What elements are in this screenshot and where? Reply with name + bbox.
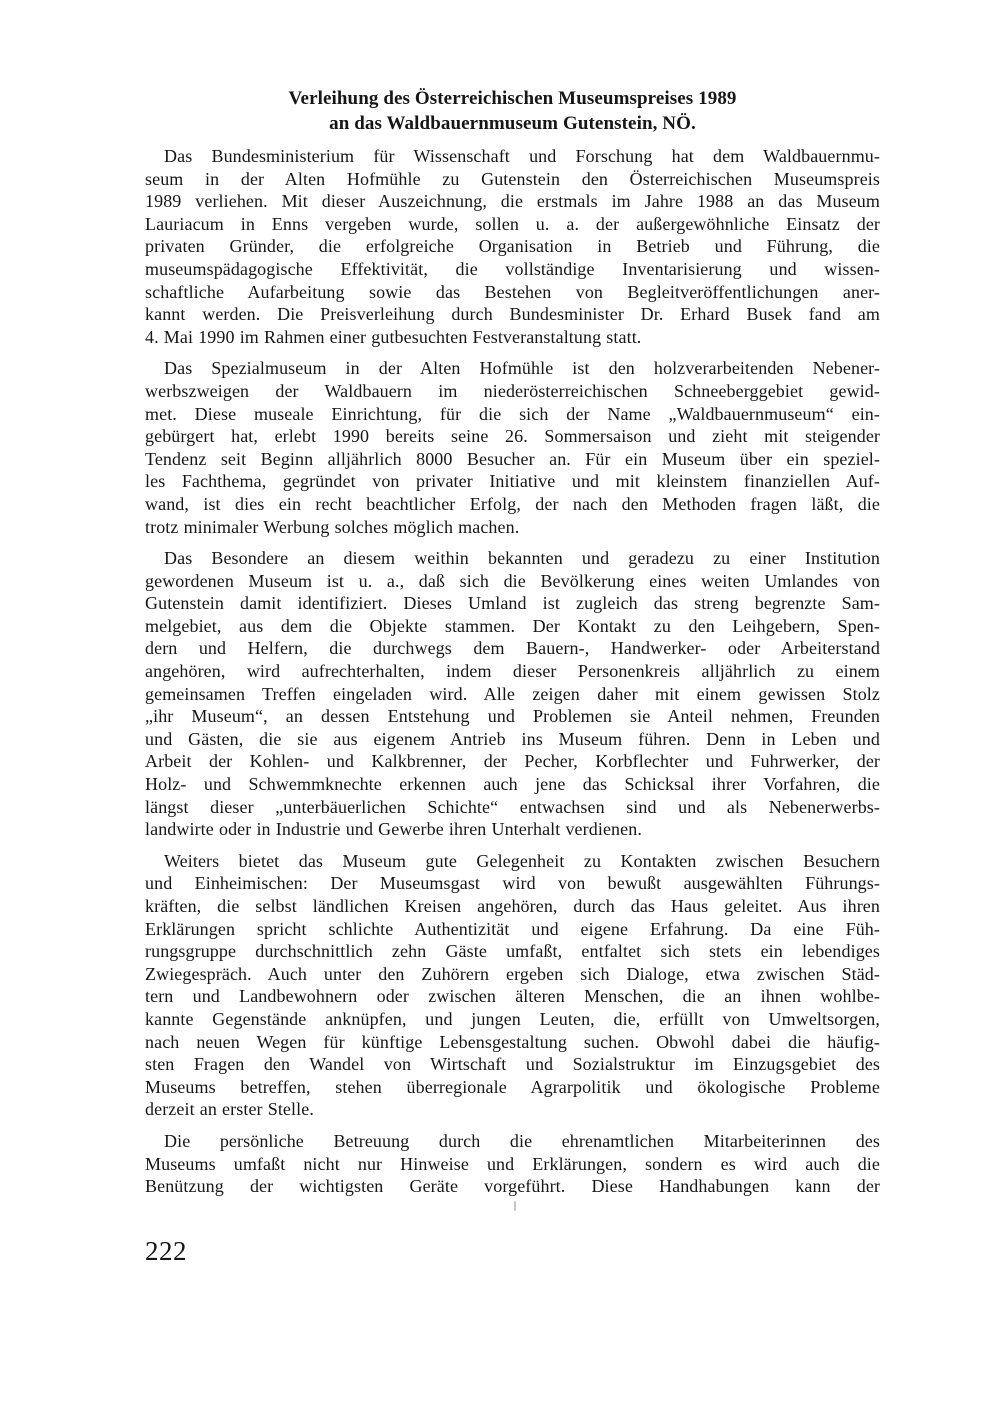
text-line: Das Bundesministerium für Wissenschaft und Forschung hat dem Waldbauernmu-	[164, 146, 880, 166]
text-line: gemeinsamen Treffen eingeladen wird. Alle zeigen daher mit einem gewissen Stolz	[145, 683, 880, 704]
text-line: dern und Helfern, die durchwegs dem Bauern-, Handwerker- oder Arbeiterstand	[145, 638, 880, 659]
text-line: „ihr Museum“, an dessen Entstehung und Problemen sie Anteil nehmen, Freunden	[145, 706, 880, 727]
paragraph	[145, 547, 880, 841]
text-line: gewordenen Museum ist u. a., daß sich die Bevölkerung eines weiten Umlandes von	[145, 570, 880, 591]
text-line: trotz minimaler Werbung solches möglich machen.	[145, 516, 520, 537]
text-line: 1989 verliehen. Mit dieser Auszeichnung, die erstmals im Jahre 1988 an das Museum	[145, 191, 880, 212]
text-line: kannt werden. Die Preisverleihung durch Bundesminister Dr. Erhard Busek fand am	[145, 304, 880, 325]
paragraph	[145, 850, 880, 1121]
text-line: nach neuen Wegen für künftige Lebensgestaltung suchen. Obwohl dabei die häufig-	[145, 1031, 880, 1052]
document-title-line1: Verleihung des Österreichischen Museumspreises 1989	[288, 88, 737, 109]
text-line: längst dieser „unterbäuerlichen Schichte“ entwachsen sind und als Nebenerwerbs-	[145, 796, 880, 817]
document-title-line2: an das Waldbauernmuseum Gutenstein, NÖ.	[329, 113, 696, 134]
text-line: Museums umfaßt nicht nur Hinweise und Erklärungen, sondern es wird auch die	[145, 1153, 880, 1174]
text-line: wand, ist dies ein recht beachtlicher Erfolg, der nach den Methoden fragen läßt, die	[145, 493, 880, 514]
text-line: Das Besondere an diesem weithin bekannten und geradezu zu einer Institution	[164, 548, 880, 569]
text-line: tern und Landbewohnern oder zwischen älteren Menschen, die an ihnen wohlbe-	[145, 986, 880, 1007]
text-line: Zwiegespräch. Auch unter den Zuhörern ergeben sich Dialoge, etwa zwischen Städ-	[145, 963, 880, 984]
text-column	[145, 86, 880, 1198]
text-line: Weiters bietet das Museum gute Gelegenheit zu Kontakten zwischen Besuchern	[164, 850, 880, 871]
text-line: Die persönliche Betreuung durch die ehrenamtlichen Mitarbeiterinnen des	[164, 1130, 880, 1151]
text-line: Gutenstein damit identifiziert. Dieses Umland ist zugleich das streng begrenzte Sam-	[145, 593, 880, 614]
text-line: gebürgert hat, erlebt 1990 bereits seine 26. Sommersaison und zieht mit steigender	[145, 426, 880, 447]
document-title	[145, 86, 880, 136]
text-line: kräften, die selbst ländlichen Kreisen angehören, durch das Haus geleitet. Aus ihren	[145, 896, 880, 916]
text-line: kannte Gegenstände anknüpfen, und jungen Leuten, die, erfüllt von Umweltsorgen,	[145, 1008, 880, 1029]
document-body	[145, 145, 880, 1198]
text-line: landwirte oder in Industrie und Gewerbe ihren Unterhalt verdienen.	[145, 819, 642, 840]
text-line: Tendenz seit Beginn alljährlich 8000 Besucher an. Für ein Museum über ein speziel-	[145, 448, 880, 469]
text-line: schaftliche Aufarbeitung sowie das Bestehen von Begleitveröffentlichungen aner-	[145, 281, 880, 302]
paragraph	[145, 145, 880, 348]
text-line: privaten Gründer, die erfolgreiche Organisation in Betrieb und Führung, die	[145, 236, 880, 257]
scan-artifact-mark	[514, 1201, 516, 1211]
text-line: rungsgruppe durchschnittlich zehn Gäste umfaßt, entfaltet sich stets ein lebendiges	[145, 941, 880, 962]
text-line: und Gästen, die sie aus eigenem Antrieb ins Museum führen. Denn in Leben und	[145, 728, 880, 749]
text-line: Benützung der wichtigsten Geräte vorgeführt. Diese Handhabungen kann der	[145, 1176, 880, 1197]
text-line: sten Fragen den Wandel von Wirtschaft und Sozialstruktur im Einzugsgebiet des	[145, 1054, 880, 1075]
text-line: les Fachthema, gegründet von privater Initiative und mit kleinstem finanziellen Auf-	[145, 471, 880, 492]
text-line: Lauriacum in Enns vergeben wurde, sollen u. a. der außergewöhnliche Einsatz der	[145, 213, 880, 234]
text-line: met. Diese museale Einrichtung, für die sich der Name „Waldbauernmuseum“ ein-	[145, 403, 880, 424]
text-line: Holz- und Schwemmknechte erkennen auch jene das Schicksal ihrer Vorfahren, die	[145, 774, 880, 795]
text-line: werbszweigen der Waldbauern im niederösterreichischen Schneeberggebiet gewid-	[145, 380, 880, 401]
page-number: 222	[145, 1236, 187, 1266]
text-line: melgebiet, aus dem die Objekte stammen. Der Kontakt zu den Leihgebern, Spen-	[145, 615, 880, 636]
text-line: Das Spezialmuseum in der Alten Hofmühle ist den holzverarbeitenden Nebener-	[164, 358, 880, 379]
text-line: museumspädagogische Effektivität, die vollständige Inventarisierung und wissen-	[145, 258, 880, 279]
text-line: seum in der Alten Hofmühle zu Gutenstein den Österreichischen Museumspreis	[145, 168, 880, 189]
text-line: angehören, wird aufrechterhalten, indem dieser Personenkreis alljährlich zu einem	[145, 661, 880, 682]
text-line: Museums betreffen, stehen überregionale Agrarpolitik und ökologische Probleme	[145, 1076, 880, 1097]
text-line: derzeit an erster Stelle.	[145, 1099, 314, 1120]
text-line: und Einheimischen: Der Museumsgast wird von bewußt ausgewählten Führungs-	[145, 873, 880, 894]
text-line: Erklärungen spricht schlichte Authentizität und eigene Erfahrung. Da eine Füh-	[145, 918, 880, 939]
text-line: 4. Mai 1990 im Rahmen einer gutbesuchten Festveranstaltung statt.	[145, 326, 642, 347]
paragraph	[145, 357, 880, 538]
text-line: Arbeit der Kohlen- und Kalkbrenner, der Pecher, Korbflechter und Fuhrwerker, der	[145, 751, 880, 772]
paragraph	[145, 1130, 880, 1198]
